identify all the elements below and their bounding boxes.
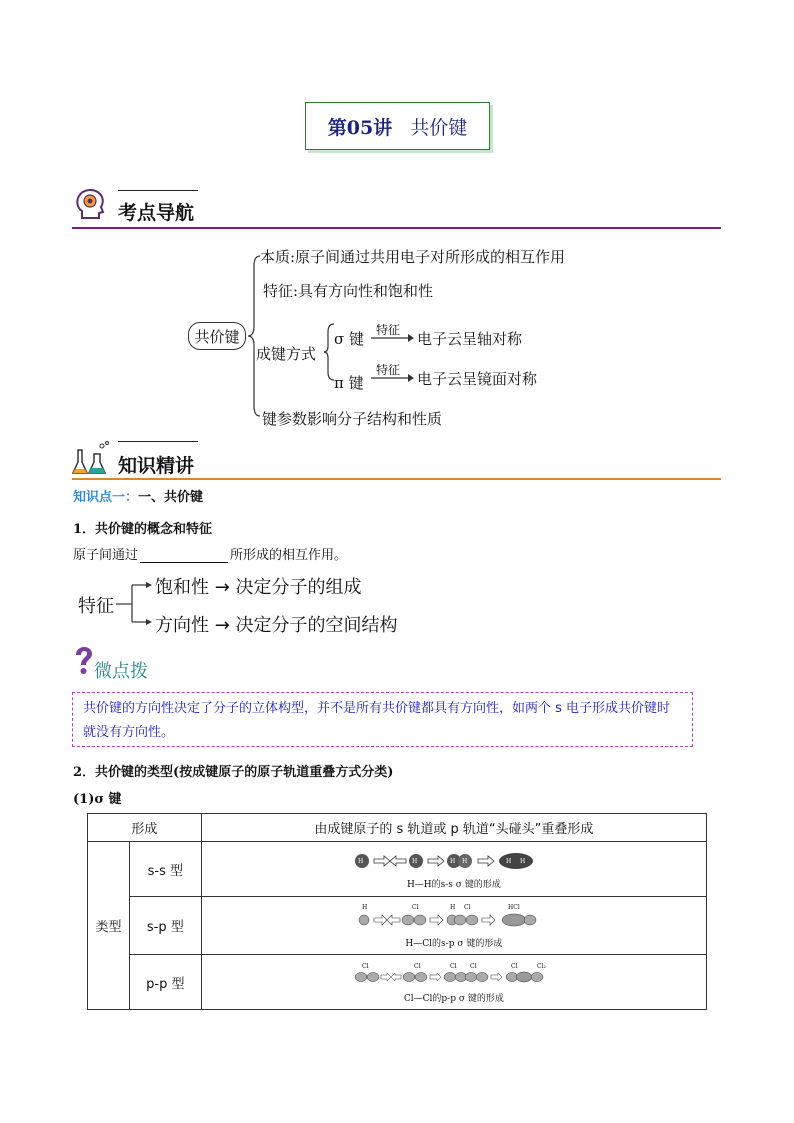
sentence-after: 所形成的相互作用。 bbox=[230, 548, 348, 563]
sp-atom-label: Cl bbox=[411, 904, 419, 911]
pp-atom-label: Cl bbox=[361, 962, 369, 970]
concept-root-label: 共价键 bbox=[194, 327, 240, 346]
sp-atom-label: H bbox=[449, 904, 456, 911]
fill-blank-sentence bbox=[73, 544, 347, 563]
features-bracket bbox=[116, 582, 156, 628]
concept-root-node bbox=[188, 322, 246, 350]
row-type-ss: s-s 型 bbox=[129, 842, 201, 897]
section-heading-knowledge: 知识精讲 bbox=[118, 455, 195, 477]
feature-directionality: 方向性 → 决定分子的空间结构 bbox=[155, 615, 398, 636]
concept-branch-parameters: 键参数影响分子结构和性质 bbox=[262, 410, 443, 428]
ss-atom-label: H bbox=[461, 857, 468, 865]
knowledge-point-line bbox=[73, 486, 203, 505]
diagram-cell-sp bbox=[201, 897, 706, 955]
flask-icon bbox=[72, 440, 112, 476]
ss-atom-label: H bbox=[519, 857, 526, 865]
sigma-result: 电子云呈轴对称 bbox=[417, 330, 523, 348]
lecture-topic: 共价键 bbox=[410, 116, 468, 139]
blank-line bbox=[140, 548, 228, 563]
subheading-types: 2．共价键的类型(按成键原子的原子轨道重叠方式分类) bbox=[73, 765, 394, 780]
table-row bbox=[88, 842, 707, 897]
ss-atom-label: H bbox=[505, 857, 512, 865]
pp-atom-label: Cl bbox=[510, 962, 518, 970]
ss-atom-label: H bbox=[357, 857, 364, 865]
sp-atom-label: HCl bbox=[507, 904, 520, 911]
sigma-bond-label: σ 键 bbox=[334, 330, 365, 348]
pp-atom-label: Cl bbox=[449, 962, 457, 970]
knowledge-point-label: 知识点一： bbox=[73, 490, 139, 505]
table-header-formation: 形成 bbox=[88, 814, 202, 842]
heading-overline bbox=[118, 441, 198, 442]
pp-overlap-diagram bbox=[354, 961, 554, 987]
pi-arrow-label: 特征 bbox=[376, 363, 401, 377]
sigma-bond-table bbox=[87, 813, 707, 1010]
ss-caption: H—H的s-s σ 键的形成 bbox=[406, 879, 501, 890]
section-divider bbox=[72, 227, 721, 229]
table-row bbox=[88, 897, 707, 955]
question-mark-icon bbox=[73, 646, 95, 676]
feature-saturation: 饱和性 → 决定分子的组成 bbox=[155, 577, 362, 598]
section-heading-exam-nav: 考点导航 bbox=[118, 202, 195, 224]
table-header-description: 由成键原子的 s 轨道或 p 轨道“头碰头”重叠形成 bbox=[201, 814, 706, 842]
diagram-cell-ss bbox=[201, 842, 706, 897]
sp-overlap-diagram bbox=[354, 902, 554, 932]
lecture-number: 第05讲 bbox=[327, 116, 393, 139]
concept-branch-bonding: 成键方式 bbox=[256, 345, 317, 363]
row-type-pp: p-p 型 bbox=[129, 955, 201, 1010]
row-type-sp: s-p 型 bbox=[129, 897, 201, 955]
tip-box bbox=[72, 692, 693, 747]
concept-branch-essence: 本质:原子间通过共用电子对所形成的相互作用 bbox=[260, 248, 566, 266]
arrow-icon bbox=[370, 332, 414, 382]
lecture-title-box bbox=[305, 102, 490, 150]
features-label: 特征 bbox=[78, 596, 114, 617]
knowledge-point-title: 一、共价键 bbox=[138, 490, 204, 505]
section-divider bbox=[72, 478, 721, 480]
tip-title: 微点拨 bbox=[94, 661, 148, 682]
ss-overlap-diagram bbox=[354, 849, 554, 873]
pp-atom-label: Cl bbox=[413, 962, 421, 970]
sigma-arrow-label: 特征 bbox=[376, 323, 401, 337]
tip-text: 共价键的方向性决定了分子的立体构型，并不是所有共价键都具有方向性，如两个 s 电子形成共价键时就没有方向性。 bbox=[83, 701, 671, 740]
sp-atom-label: Cl bbox=[463, 904, 471, 911]
sigma-bond-heading: (1)σ 键 bbox=[73, 792, 122, 807]
pi-bond-label: π 键 bbox=[334, 374, 364, 392]
table-type-label: 类型 bbox=[88, 842, 130, 1010]
concept-branch-features: 特征:具有方向性和饱和性 bbox=[263, 282, 434, 300]
pp-atom-label: Cl bbox=[469, 962, 477, 970]
pp-atom-label: Cl₂ bbox=[536, 962, 546, 970]
sp-atom-label: H bbox=[361, 904, 368, 911]
pp-caption: Cl—Cl的p-p σ 键的形成 bbox=[403, 993, 504, 1004]
ss-atom-label: H bbox=[449, 857, 456, 865]
diagram-cell-pp bbox=[201, 955, 706, 1010]
sentence-before: 原子间通过 bbox=[73, 548, 139, 563]
head-gear-icon bbox=[72, 186, 108, 222]
heading-overline bbox=[118, 190, 198, 191]
table-header-row bbox=[88, 814, 707, 842]
sp-caption: H—Cl的s-p σ 键的形成 bbox=[405, 939, 503, 949]
pi-result: 电子云呈镜面对称 bbox=[417, 370, 538, 388]
subheading-concept: 1．共价键的概念和特征 bbox=[73, 522, 213, 537]
concept-map-brace bbox=[244, 246, 334, 426]
table-row bbox=[88, 955, 707, 1010]
ss-atom-label: H bbox=[411, 857, 418, 865]
